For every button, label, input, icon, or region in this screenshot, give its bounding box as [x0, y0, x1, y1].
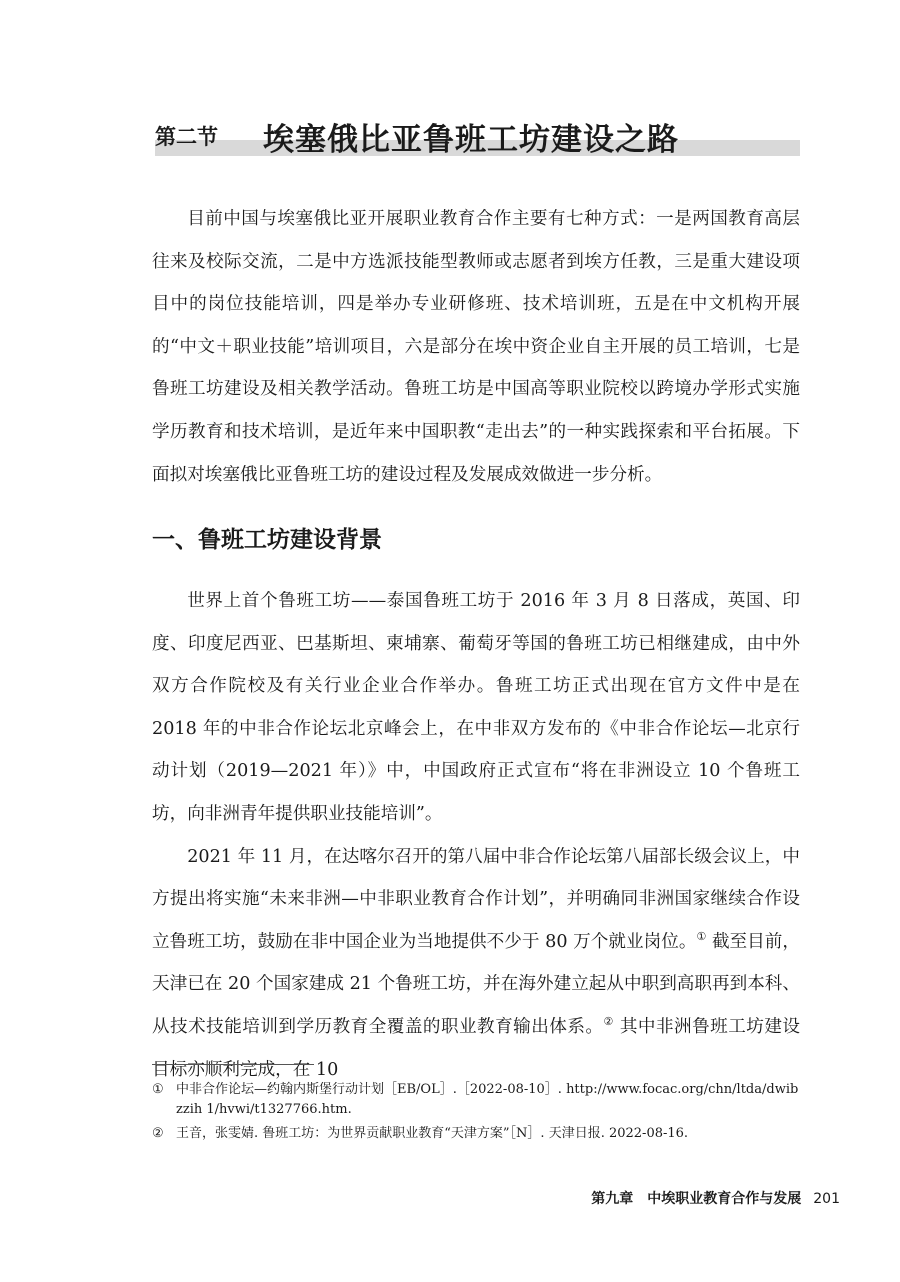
footer-chapter-title: 第九章 中埃职业教育合作与发展 [591, 1191, 802, 1207]
section-number: 第二节 [155, 125, 218, 149]
footnote-2 [152, 1124, 802, 1144]
intro-paragraph: 目前中国与埃塞俄比亚开展职业教育合作主要有七种方式：一是两国教育高层往来及校际交流，二是中方选派技能型教师或志愿者到埃方任教，三是重大建设项目中的岗位技能培训，四是举办专业研修班、技术培训班，五是在中文机构开展的“中文＋职业技能”培训项目，六是部分在埃中资企业自主开展的员工培训，七是鲁班工坊建设及相关教学活动。鲁班工坊是中国高等职业院校以跨境办学形式实施学历教育和技术培训，是近年来中国职教“走出去”的一种实践探索和平台拓展。下面拟对埃塞俄比亚鲁班工坊的建设过程及发展成效做进一步分析。 [152, 209, 800, 485]
running-footer [591, 1188, 840, 1208]
intro-block [152, 198, 800, 496]
footnote-2-mark: ② [152, 1126, 164, 1141]
body-paragraph-1: 世界上首个鲁班工坊——泰国鲁班工坊于 2016 年 3 月 8 日落成，英国、印度、印度尼西亚、巴基斯坦、柬埔寨、葡萄牙等国的鲁班工坊已相继建成，由中外双方合作院校及有关行业企业合作举办。鲁班工坊正式出现在官方文件中是在 2018 年的中非合作论坛北京峰会上，在中非双方发布的《中非合作论坛—北京行动计划（2019—2021 年）》中，中国政府正式宣布“将在非洲设立 10 个鲁班工坊，向非洲青年提供职业技能培训”。 [152, 591, 800, 824]
footnote-1 [152, 1080, 802, 1120]
footnote-ref-1[interactable]: ① [696, 929, 707, 943]
paragraph-2-part-a: 2021 年 11 月，在达喀尔召开的第八届中非合作论坛第八届部长级会议上，中方提出将实施“未来非洲—中非职业教育合作计划”，并明确同非洲国家继续合作设立鲁班工坊，鼓励在非中国企业为当地提供不少于 80 万个就业岗位。 [152, 846, 800, 952]
footnote-ref-2[interactable]: ② [603, 1014, 614, 1028]
footnote-divider [152, 1064, 314, 1065]
footnote-2-text: 王音，张雯婧. 鲁班工坊：为世界贡献职业教育“天津方案”［N］. 天津日报. 2022-08-16. [176, 1126, 689, 1141]
page-number: 201 [813, 1191, 840, 1207]
footnote-1-text: 中非合作论坛—约翰内斯堡行动计划［EB/OL］.［2022-08-10］. http://www.focac.org/chn/ltda/dwibzzih 1/hvwi/t1327766.htm. [176, 1082, 799, 1117]
section-header [155, 118, 800, 162]
footnote-1-mark: ① [152, 1082, 164, 1097]
footnotes [152, 1080, 802, 1148]
subsection-heading: 一、鲁班工坊建设背景 [152, 527, 382, 553]
paragraph-2-part-b: 截至目前，天津已在 20 个国家建成 21 个鲁班工坊，并在海外建立起从中职到高职再到本科、从技术技能培训到学历教育全覆盖的职业教育输出体系。 [152, 931, 800, 1037]
body-paragraph-2 [152, 836, 800, 1092]
paragraph-2-part-c: 其中非洲鲁班工坊建设目标亦顺利完成，在 10 [152, 1016, 800, 1080]
main-body [152, 580, 800, 1091]
section-title: 埃塞俄比亚鲁班工坊建设之路 [263, 122, 679, 158]
